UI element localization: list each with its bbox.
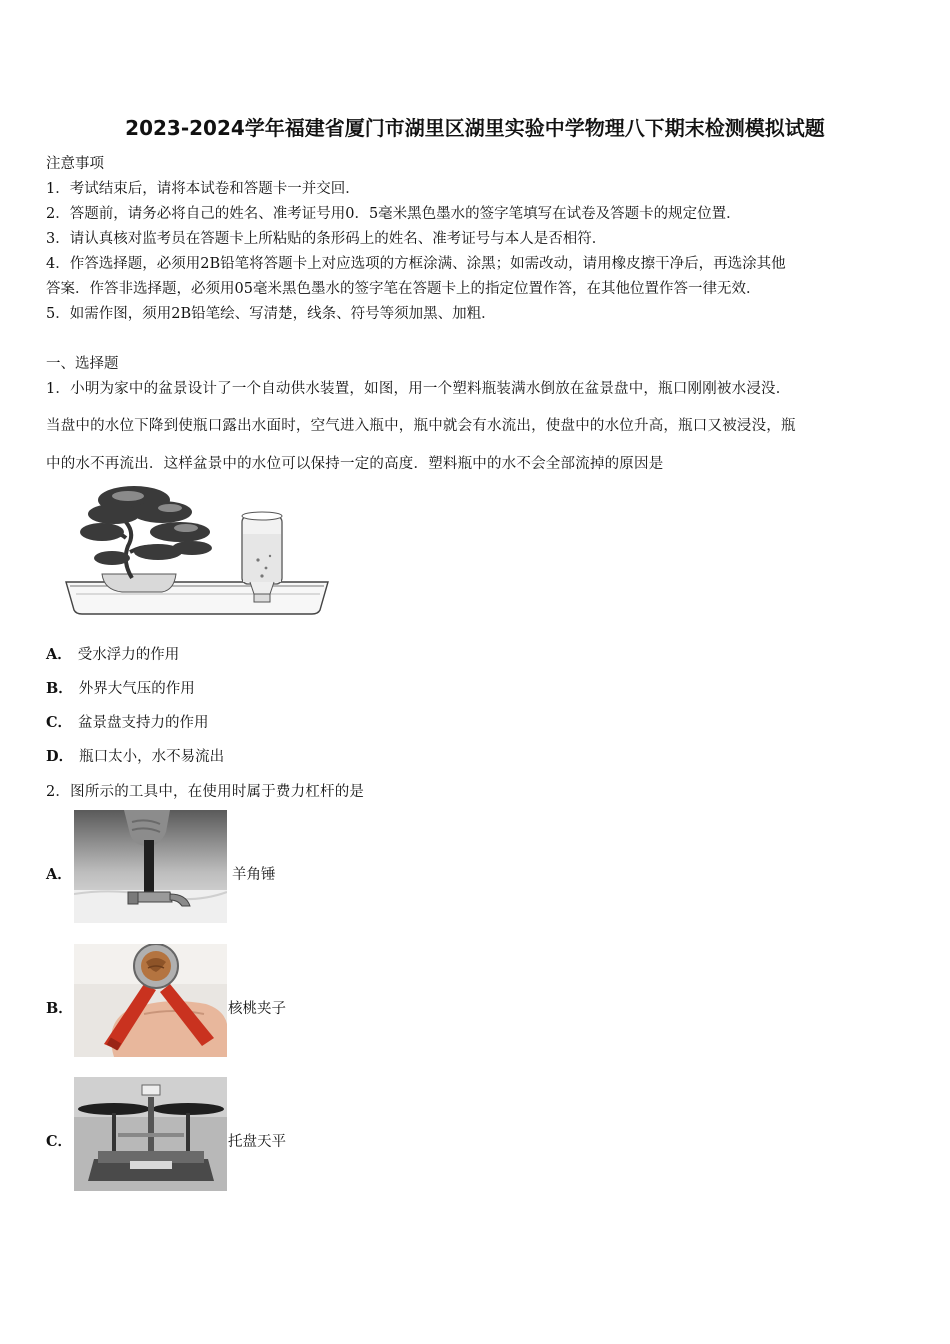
- question-2-option-a-letter[interactable]: A．: [46, 866, 72, 883]
- question-2-option-b-label: 核桃夹子: [228, 1001, 286, 1017]
- question-1-option-c[interactable]: [46, 711, 209, 732]
- option-text: 受水浮力的作用: [77, 647, 180, 663]
- option-letter: A．: [46, 646, 72, 663]
- notice-item: 答案．作答非选择题，必须用05毫米黑色墨水的签字笔在答题卡上的指定位置作答，在其他位置作答一律无效．: [46, 281, 761, 297]
- notice-item: 2．答题前，请务必将自己的姓名、准考证号用0．5毫米黑色墨水的签字笔填写在试卷及答题卡的规定位置．: [46, 206, 741, 222]
- walnut-cracker-photo: [74, 944, 227, 1057]
- notice-item: 4．作答选择题，必须用2B铅笔将答题卡上对应选项的方框涂满、涂黑；如需改动，请用橡皮擦干净后，再选涂其他: [46, 256, 786, 272]
- question-1-line: 中的水不再流出．这样盆景中的水位可以保持一定的高度．塑料瓶中的水不会全部流掉的原因是: [46, 456, 664, 472]
- question-1-line: 当盘中的水位下降到使瓶口露出水面时，空气进入瓶中，瓶中就会有水流出，使盘中的水位升高，瓶口又被浸没，瓶: [46, 418, 796, 434]
- question-2-option-b-letter[interactable]: B．: [46, 1000, 73, 1017]
- question-2-option-a-label: 羊角锤: [232, 867, 276, 883]
- question-1-option-b[interactable]: [46, 677, 195, 698]
- question-1-line: 1．小明为家中的盆景设计了一个自动供水装置，如图，用一个塑料瓶装满水倒放在盆景盘中，瓶口刚刚被水浸没．: [46, 381, 791, 397]
- question-2-option-c-letter[interactable]: C．: [46, 1133, 73, 1150]
- option-text: 瓶口太小，水不易流出: [79, 749, 225, 765]
- question-2-option-c-label: 托盘天平: [228, 1134, 286, 1150]
- notice-item: 3．请认真核对监考员在答题卡上所粘贴的条形码上的姓名、准考证号与本人是否相符．: [46, 231, 607, 247]
- option-letter: D．: [46, 748, 74, 765]
- option-letter: B．: [46, 680, 73, 697]
- page-title: 2023-2024学年福建省厦门市湖里区湖里实验中学物理八下期末检测模拟试题: [125, 116, 825, 140]
- notice-heading: 注意事项: [46, 156, 104, 172]
- bonsai-water-device-figure: [62, 482, 334, 622]
- option-letter: C．: [46, 714, 73, 731]
- option-text: 盆景盘支持力的作用: [78, 715, 209, 731]
- section-heading: 一、选择题: [46, 356, 119, 372]
- question-1-option-d[interactable]: [46, 745, 224, 766]
- notice-item: 1．考试结束后，请将本试卷和答题卡一并交回．: [46, 181, 360, 197]
- question-2-stem: 2．图所示的工具中，在使用时属于费力杠杆的是: [46, 784, 365, 800]
- option-text: 外界大气压的作用: [78, 681, 195, 697]
- notice-item: 5．如需作图，须用2B铅笔绘、写清楚，线条、符号等须加黑、加粗．: [46, 306, 496, 322]
- claw-hammer-photo: [74, 810, 227, 923]
- question-1-option-a[interactable]: [46, 643, 179, 664]
- pan-balance-photo: [74, 1077, 227, 1191]
